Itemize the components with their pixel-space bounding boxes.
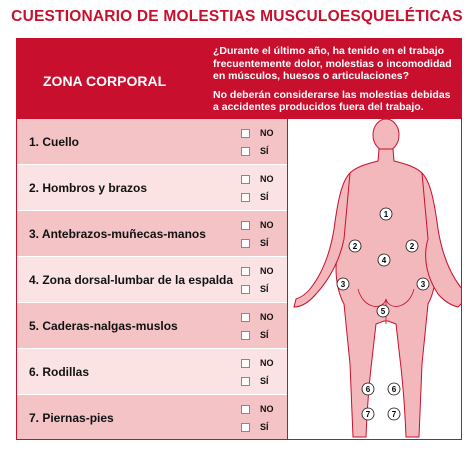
option-si-label: SÍ [260,422,269,432]
option-no[interactable] [241,126,274,140]
checkbox-si[interactable] [241,239,250,248]
checkbox-no[interactable] [241,129,250,138]
zone-1-number: 1 [383,210,389,219]
option-si[interactable] [241,190,269,204]
checkbox-no[interactable] [241,175,250,184]
checkbox-si[interactable] [241,147,250,156]
zone-5-number: 5 [380,307,386,316]
row-shoulders-arms [17,165,287,211]
row-label: 7. Piernas-pies [29,411,114,425]
checkbox-si[interactable] [241,331,250,340]
option-no-label: NO [260,404,274,414]
row-label: 5. Caderas-nalgas-muslos [29,319,178,333]
questionnaire-form [16,38,462,440]
option-no-label: NO [260,358,274,368]
option-no-label: NO [260,174,274,184]
option-no[interactable] [241,172,274,186]
option-si-label: SÍ [260,238,269,248]
option-si[interactable] [241,420,269,434]
checkbox-no[interactable] [241,405,250,414]
zone-label: ZONA CORPORAL [43,73,167,89]
row-label: 2. Hombros y brazos [29,181,148,195]
row-knees [17,349,287,395]
option-si-label: SÍ [260,192,269,202]
row-label: 3. Antebrazos-muñecas-manos [29,227,206,241]
option-no-label: NO [260,266,274,276]
body-zone-list [17,119,287,440]
zone-6-right-number: 6 [391,385,397,394]
option-no[interactable] [241,356,274,370]
row-neck [17,119,287,165]
option-si[interactable] [241,328,269,342]
row-label: 1. Cuello [29,135,80,149]
option-no[interactable] [241,402,274,416]
zone-3-left-number: 3 [340,280,346,289]
head-shape [373,119,399,151]
row-forearms-wrists-hands [17,211,287,257]
option-si[interactable] [241,236,269,250]
form-header [17,39,462,119]
zone-7-left-number: 7 [365,410,371,419]
option-no-label: NO [260,220,274,230]
body-silhouette [336,149,436,437]
checkbox-si[interactable] [241,377,250,386]
option-no-label: NO [260,312,274,322]
checkbox-si[interactable] [241,193,250,202]
zone-2-right-number: 2 [409,242,415,251]
checkbox-si[interactable] [241,285,250,294]
row-label: 6. Rodillas [29,365,90,379]
question-paragraph: ¿Durante el último año, ha tenido en el trabajo frecuentemente dolor, molestias o incomodidad en músculos, huesos o articulaciones? [213,45,452,82]
option-no[interactable] [241,218,274,232]
option-no[interactable] [241,264,274,278]
zone-4-number: 4 [381,256,387,265]
row-hips-buttocks-thighs [17,303,287,349]
option-si[interactable] [241,374,269,388]
zone-2-left-number: 2 [352,242,358,251]
page-title: CUESTIONARIO DE MOLESTIAS MUSCULOESQUELÉTICAS [11,8,463,25]
option-si[interactable] [241,144,269,158]
zone-3-right-number: 3 [420,280,426,289]
option-no[interactable] [241,310,274,324]
row-back [17,257,287,303]
option-si-label: SÍ [260,284,269,294]
option-si[interactable] [241,282,269,296]
checkbox-no[interactable] [241,313,250,322]
checkbox-si[interactable] [241,423,250,432]
checkbox-no[interactable] [241,359,250,368]
row-legs-feet [17,395,287,440]
option-si-label: SÍ [260,146,269,156]
zone-6-left-number: 6 [365,385,371,394]
checkbox-no[interactable] [241,221,250,230]
option-si-label: SÍ [260,376,269,386]
zone-7-right-number: 7 [391,410,397,419]
question-note: No deberán considerarse las molestias debidas a accidentes producidos fuera del trabajo. [213,88,451,113]
body-diagram-panel [287,119,462,440]
checkbox-no[interactable] [241,267,250,276]
option-si-label: SÍ [260,330,269,340]
body-figure-icon [288,119,462,440]
option-no-label: NO [260,128,274,138]
row-label: 4. Zona dorsal-lumbar de la espalda [29,273,234,287]
question-text [213,45,457,114]
